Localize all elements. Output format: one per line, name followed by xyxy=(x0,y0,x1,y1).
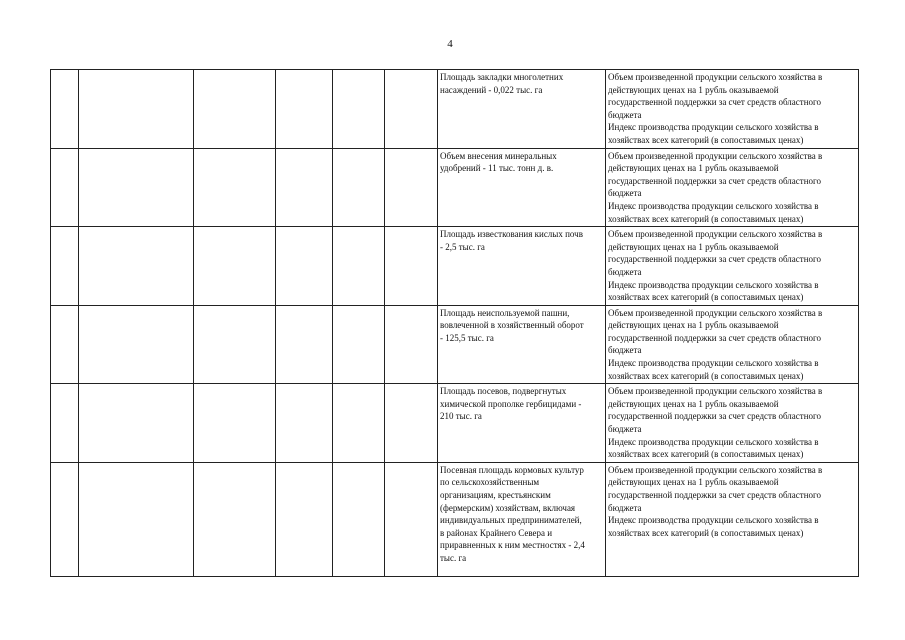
empty-cell xyxy=(79,70,194,149)
table-row xyxy=(51,384,859,463)
empty-cell xyxy=(333,462,385,576)
empty-cell xyxy=(276,384,333,463)
empty-cell xyxy=(276,462,333,576)
indicator-cell xyxy=(438,305,606,384)
empty-cell xyxy=(51,70,79,149)
table-row xyxy=(51,70,859,149)
indicator-text: Площадь известкования кислых почв - 2,5 тыс. га xyxy=(440,229,583,252)
empty-cell xyxy=(194,227,276,306)
empty-cell xyxy=(276,227,333,306)
indicator-cell xyxy=(438,70,606,149)
indicator-text: Площадь неиспользуемой пашни, вовлеченной в хозяйственный оборот - 125,5 тыс. га xyxy=(440,307,584,343)
empty-cell xyxy=(51,384,79,463)
indicator-text: Площадь посевов, подвергнутых химической прополке гербицидами - 210 тыс. га xyxy=(440,386,582,422)
empty-cell xyxy=(385,148,438,227)
empty-cell xyxy=(276,305,333,384)
empty-cell xyxy=(333,384,385,463)
result-cell xyxy=(606,384,859,463)
empty-cell xyxy=(51,227,79,306)
empty-cell xyxy=(385,305,438,384)
indicator-cell xyxy=(438,227,606,306)
table-row xyxy=(51,227,859,306)
indicator-text: Объем внесения минеральных удобрений - 11 тыс. тонн д. в. xyxy=(440,150,557,174)
result-text: Объем произведенной продукции сельского хозяйства в действующих ценах на 1 рубль оказываемой государственной поддержки за счет средств областного бюджета Индекс производства продукции сельского хозяйства в хозяйствах всех категорий (в сопоставимых ценах) xyxy=(608,386,823,460)
empty-cell xyxy=(333,70,385,149)
indicator-text: Посевная площадь кормовых культур по сельскохозяйственным организациям, крестьянским (фермерским) хозяйствам, включая индивидуальных предпринимателей, в районах Крайнего Севера и приравненных к ним местностях - 2,4 тыс. га xyxy=(440,464,585,563)
indicator-text: Площадь закладки многолетних насаждений - 0,022 тыс. га xyxy=(440,72,564,95)
indicator-cell xyxy=(438,384,606,463)
result-text: Объем произведенной продукции сельского хозяйства в действующих ценах на 1 рубль оказываемой государственной поддержки за счет средств областного бюджета Индекс производства продукции сельского хозяйства в хозяйствах всех категорий (в сопоставимых ценах) xyxy=(608,307,823,381)
empty-cell xyxy=(194,384,276,463)
empty-cell xyxy=(79,462,194,576)
empty-cell xyxy=(276,148,333,227)
empty-cell xyxy=(79,305,194,384)
result-cell xyxy=(606,227,859,306)
indicator-cell xyxy=(438,462,606,576)
result-cell xyxy=(606,148,859,227)
result-cell xyxy=(606,305,859,384)
result-text: Объем произведенной продукции сельского хозяйства в действующих ценах на 1 рубль оказываемой государственной поддержки за счет средств областного бюджета Индекс производства продукции сельского хозяйства в хозяйствах всех категорий (в сопоставимых ценах) xyxy=(608,72,823,145)
empty-cell xyxy=(194,148,276,227)
empty-cell xyxy=(79,227,194,306)
result-cell xyxy=(606,462,859,576)
result-text: Объем произведенной продукции сельского хозяйства в действующих ценах на 1 рубль оказываемой государственной поддержки за счет средств областного бюджета Индекс производства продукции сельского хозяйства в хозяйствах всех категорий (в сопоставимых ценах) xyxy=(608,229,823,303)
empty-cell xyxy=(79,384,194,463)
page-number: 4 xyxy=(447,38,453,50)
empty-cell xyxy=(51,462,79,576)
empty-cell xyxy=(385,462,438,576)
empty-cell xyxy=(276,70,333,149)
empty-cell xyxy=(51,305,79,384)
program-table xyxy=(50,69,859,577)
empty-cell xyxy=(333,305,385,384)
empty-cell xyxy=(194,305,276,384)
empty-cell xyxy=(194,462,276,576)
empty-cell xyxy=(51,148,79,227)
result-text: Объем произведенной продукции сельского хозяйства в действующих ценах на 1 рубль оказываемой государственной поддержки за счет средств областного бюджета Индекс производства продукции сельского хозяйства в хозяйствах всех категорий (в сопоставимых ценах) xyxy=(608,150,823,224)
empty-cell xyxy=(385,384,438,463)
empty-cell xyxy=(385,70,438,149)
empty-cell xyxy=(385,227,438,306)
table-row xyxy=(51,305,859,384)
empty-cell xyxy=(79,148,194,227)
empty-cell xyxy=(333,148,385,227)
empty-cell xyxy=(194,70,276,149)
table-row xyxy=(51,148,859,227)
indicator-cell xyxy=(438,148,606,227)
result-cell xyxy=(606,70,859,149)
result-text: Объем произведенной продукции сельского хозяйства в действующих ценах на 1 рубль оказываемой государственной поддержки за счет средств областного бюджета Индекс производства продукции сельского хозяйства в хозяйствах всех категорий (в сопоставимых ценах) xyxy=(608,464,823,538)
table-row xyxy=(51,462,859,576)
empty-cell xyxy=(333,227,385,306)
